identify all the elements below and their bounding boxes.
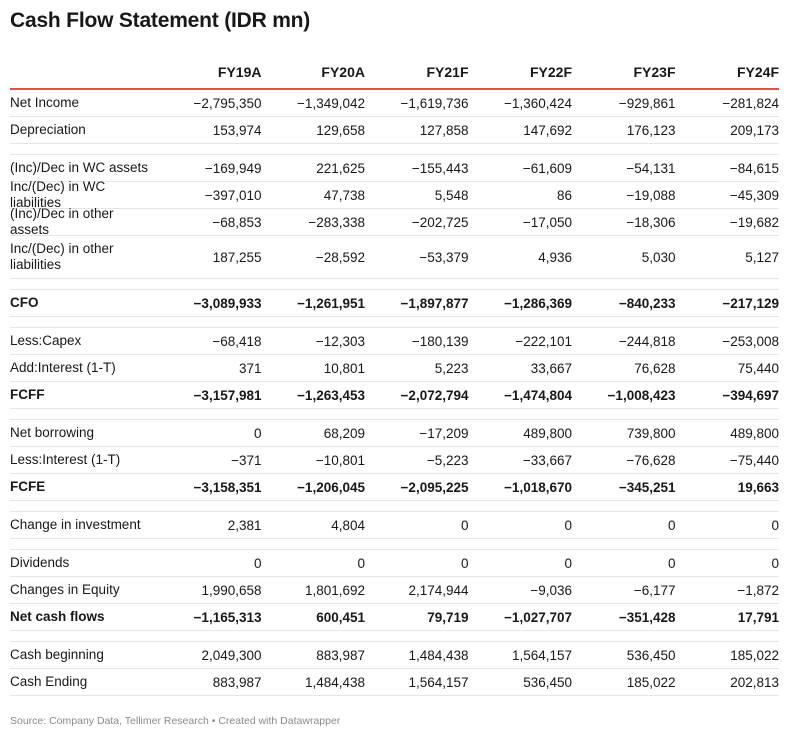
value-cell: −840,233 — [618, 295, 676, 311]
value-cell: 0 — [460, 555, 469, 571]
column-header: FY20A — [321, 64, 365, 80]
row-label: Less:Capex — [10, 333, 82, 348]
value-cell: 68,209 — [323, 425, 365, 441]
row-label: Depreciation — [10, 122, 86, 137]
value-cell: 1,990,658 — [201, 582, 262, 598]
value-cell: −19,682 — [729, 214, 779, 230]
value-cell: −169,949 — [204, 160, 262, 176]
value-cell: −18,306 — [626, 214, 676, 230]
table-row — [10, 512, 779, 539]
value-cell: −75,440 — [729, 452, 779, 468]
value-cell: 0 — [564, 555, 572, 571]
table-row — [10, 669, 779, 696]
row-group-spacer — [10, 539, 779, 550]
value-cell: 176,123 — [626, 122, 676, 138]
value-cell: 153,974 — [212, 122, 262, 138]
value-cell: −84,615 — [729, 160, 779, 176]
table-row — [10, 447, 779, 474]
value-cell: 5,548 — [434, 187, 469, 203]
value-cell: 0 — [667, 517, 676, 533]
table-row — [10, 155, 779, 182]
table-row — [10, 117, 779, 144]
value-cell: 4,936 — [538, 249, 572, 265]
row-label: Dividends — [10, 555, 70, 570]
source-footer: Source: Company Data, Tellimer Research • Created with Datawrapper — [10, 715, 341, 727]
value-cell: −1,008,423 — [607, 387, 676, 403]
row-label: Add:Interest (1-T) — [10, 360, 116, 375]
value-cell: −397,010 — [204, 187, 262, 203]
table-header — [10, 56, 779, 90]
value-cell: 0 — [667, 555, 676, 571]
column-header: FY19A — [217, 64, 262, 80]
value-cell: −2,795,350 — [193, 95, 262, 111]
value-cell: 2,174,944 — [408, 582, 469, 598]
value-cell: 489,800 — [523, 425, 572, 441]
value-cell: 739,800 — [626, 425, 676, 441]
value-cell: −1,027,707 — [504, 609, 572, 625]
value-cell: 0 — [771, 555, 779, 571]
value-cell: 0 — [357, 555, 365, 571]
value-cell: −45,309 — [729, 187, 779, 203]
value-cell: 0 — [771, 517, 779, 533]
value-cell: −345,251 — [618, 479, 676, 495]
table-row — [10, 550, 779, 577]
value-cell: 1,564,157 — [408, 674, 469, 690]
value-cell: −394,697 — [722, 387, 779, 403]
value-cell: −155,443 — [411, 160, 469, 176]
value-cell: 187,255 — [212, 249, 262, 265]
cash-flow-table — [10, 56, 779, 696]
row-label: Cash Ending — [10, 674, 88, 689]
value-cell: 4,804 — [331, 517, 365, 533]
value-cell: −351,428 — [618, 609, 676, 625]
value-cell: −17,050 — [522, 214, 572, 230]
row-group-spacer — [10, 631, 779, 642]
value-cell: 2,381 — [227, 517, 262, 533]
table-row — [10, 577, 779, 604]
value-cell: 10,801 — [323, 360, 365, 376]
value-cell: −68,418 — [212, 333, 262, 349]
value-cell: −3,157,981 — [193, 387, 262, 403]
value-cell: −68,853 — [212, 214, 262, 230]
value-cell: −1,165,313 — [193, 609, 262, 625]
table-row — [10, 420, 779, 447]
row-label: Less:Interest (1-T) — [10, 452, 121, 467]
value-cell: −1,018,670 — [504, 479, 572, 495]
value-cell: 1,801,692 — [304, 582, 365, 598]
value-cell: 86 — [556, 187, 572, 203]
row-label: (Inc)/Dec in other assets — [10, 206, 114, 237]
value-cell: 600,451 — [316, 609, 365, 625]
value-cell: −1,349,042 — [297, 95, 365, 111]
value-cell: 147,692 — [523, 122, 572, 138]
row-label: Inc/(Dec) in WC liabilities — [10, 179, 106, 210]
value-cell: 76,628 — [634, 360, 676, 376]
value-cell: −54,131 — [626, 160, 676, 176]
value-cell: −217,129 — [722, 295, 779, 311]
value-cell: 129,658 — [316, 122, 365, 138]
row-label: Net cash flows — [10, 609, 105, 624]
value-cell: 202,813 — [730, 674, 779, 690]
value-cell: −1,286,369 — [504, 295, 572, 311]
value-cell: 2,049,300 — [201, 647, 262, 663]
column-header: FY24F — [736, 64, 779, 80]
row-label: Cash beginning — [10, 647, 104, 662]
row-group-spacer — [10, 279, 779, 290]
row-label: Net borrowing — [10, 425, 95, 440]
value-cell: 536,450 — [523, 674, 572, 690]
value-cell: 221,625 — [316, 160, 365, 176]
column-header: FY23F — [633, 64, 676, 80]
value-cell: −1,261,951 — [297, 295, 365, 311]
value-cell: 0 — [253, 555, 262, 571]
table-row — [10, 355, 779, 382]
value-cell: −3,089,933 — [193, 295, 262, 311]
value-cell: −1,872 — [737, 582, 779, 598]
value-cell: −28,592 — [315, 249, 365, 265]
value-cell: −19,088 — [626, 187, 676, 203]
value-cell: −2,072,794 — [400, 387, 469, 403]
row-label: FCFE — [10, 479, 46, 494]
value-cell: −1,897,877 — [400, 295, 469, 311]
value-cell: 79,719 — [427, 609, 469, 625]
value-cell: −222,101 — [515, 333, 572, 349]
table-row — [10, 290, 779, 317]
value-cell: 883,987 — [316, 647, 365, 663]
value-cell: −1,206,045 — [297, 479, 365, 495]
value-cell: 883,987 — [212, 674, 262, 690]
value-cell: −281,824 — [722, 95, 779, 111]
value-cell: 0 — [253, 425, 262, 441]
table-row — [10, 90, 779, 117]
value-cell: 19,663 — [737, 479, 779, 495]
table-row — [10, 642, 779, 669]
row-label: FCFF — [10, 387, 45, 402]
value-cell: −1,360,424 — [504, 95, 572, 111]
value-cell: 0 — [460, 517, 469, 533]
table-row — [10, 206, 779, 237]
value-cell: −202,725 — [411, 214, 469, 230]
table-row — [10, 474, 779, 501]
value-cell: −253,008 — [722, 333, 779, 349]
value-cell: 5,223 — [434, 360, 469, 376]
table-body — [10, 90, 779, 696]
value-cell: 1,484,438 — [408, 647, 469, 663]
value-cell: −3,158,351 — [193, 479, 262, 495]
value-cell: −1,619,736 — [400, 95, 469, 111]
row-group-spacer — [10, 409, 779, 420]
value-cell: −76,628 — [626, 452, 676, 468]
value-cell: −6,177 — [633, 582, 676, 598]
column-header: FY22F — [529, 64, 572, 80]
value-cell: 5,127 — [745, 249, 779, 265]
value-cell: 0 — [564, 517, 572, 533]
value-cell: −2,095,225 — [400, 479, 469, 495]
row-label: Changes in Equity — [10, 582, 120, 597]
value-cell: 1,564,157 — [511, 647, 572, 663]
row-group-spacer — [10, 144, 779, 155]
row-group-spacer — [10, 317, 779, 328]
row-label: Inc/(Dec) in other liabilities — [10, 241, 114, 272]
value-cell: −33,667 — [522, 452, 572, 468]
value-cell: 185,022 — [626, 674, 676, 690]
table-row — [10, 382, 779, 409]
value-cell: 185,022 — [730, 647, 779, 663]
table-row — [10, 328, 779, 355]
value-cell: 47,738 — [323, 187, 365, 203]
value-cell: −17,209 — [419, 425, 469, 441]
row-label: Net Income — [10, 95, 80, 110]
value-cell: −53,379 — [419, 249, 469, 265]
value-cell: −180,139 — [411, 333, 469, 349]
value-cell: −9,036 — [530, 582, 572, 598]
value-cell: −12,303 — [315, 333, 365, 349]
value-cell: −10,801 — [315, 452, 365, 468]
value-cell: −371 — [231, 452, 262, 468]
value-cell: 33,667 — [530, 360, 572, 376]
value-cell: 127,858 — [419, 122, 469, 138]
value-cell: −5,223 — [426, 452, 469, 468]
row-label: Change in investment — [10, 517, 141, 532]
row-label: CFO — [10, 295, 39, 310]
table-row — [10, 179, 779, 210]
column-header: FY21F — [426, 64, 469, 80]
value-cell: 75,440 — [737, 360, 779, 376]
value-cell: 209,173 — [730, 122, 779, 138]
table-row — [10, 236, 779, 279]
value-cell: −283,338 — [308, 214, 365, 230]
value-cell: −244,818 — [618, 333, 676, 349]
value-cell: −1,263,453 — [297, 387, 365, 403]
value-cell: 489,800 — [730, 425, 779, 441]
value-cell: −1,474,804 — [504, 387, 572, 403]
value-cell: 536,450 — [626, 647, 676, 663]
table-row — [10, 604, 779, 631]
value-cell: 1,484,438 — [304, 674, 365, 690]
page-title: Cash Flow Statement (IDR mn) — [10, 9, 311, 32]
row-label: (Inc)/Dec in WC assets — [10, 160, 149, 175]
value-cell: 17,791 — [737, 609, 779, 625]
value-cell: −929,861 — [618, 95, 676, 111]
row-group-spacer — [10, 501, 779, 512]
value-cell: 371 — [238, 360, 262, 376]
value-cell: −61,609 — [522, 160, 572, 176]
value-cell: 5,030 — [641, 249, 676, 265]
